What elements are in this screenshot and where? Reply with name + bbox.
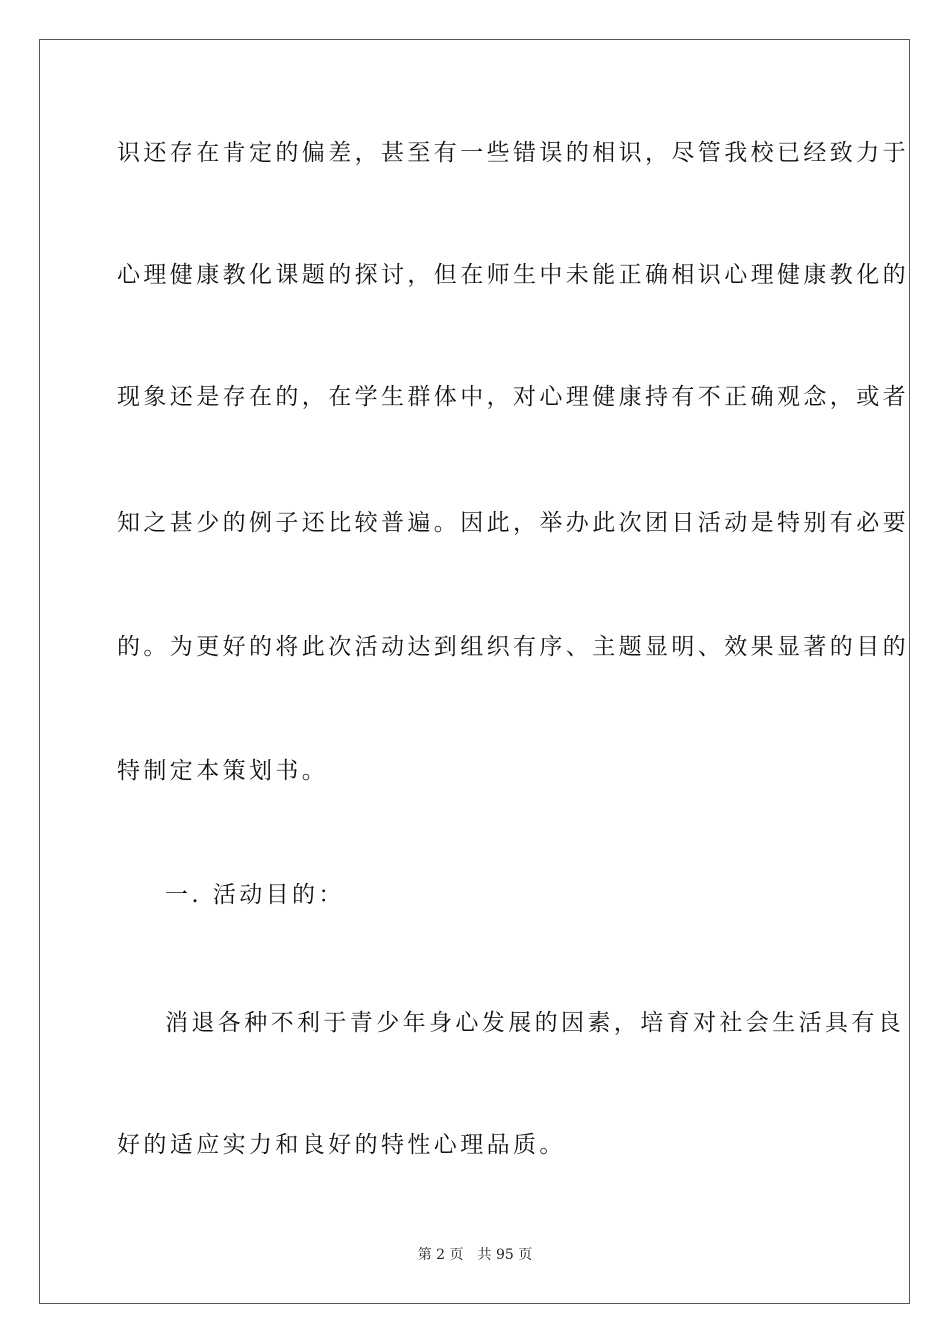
purpose-text-line: 消退各种不利于青少年身心发展的因素，培育对社会生活具有良 <box>165 1010 905 1036</box>
page-border <box>39 39 910 1304</box>
total-pages: 共 95 页 <box>477 1247 533 1263</box>
page-footer <box>0 1246 950 1264</box>
body-text-line: 的。为更好的将此次活动达到组织有序、主题显明、效果显著的目的 <box>117 634 909 660</box>
purpose-text-line: 好的适应实力和良好的特性心理品质。 <box>117 1132 566 1158</box>
section-heading: 一. 活动目的： <box>165 882 345 908</box>
body-text-line: 识还存在肯定的偏差，甚至有一些错误的相识，尽管我校已经致力于 <box>117 140 909 166</box>
body-text-line: 知之甚少的例子还比较普遍。因此，举办此次团日活动是特别有必要 <box>117 510 909 536</box>
body-text-line: 现象还是存在的，在学生群体中，对心理健康持有不正确观念，或者 <box>117 384 909 410</box>
body-text-line: 心理健康教化课题的探讨，但在师生中未能正确相识心理健康教化的 <box>117 262 909 288</box>
page-number: 第 2 页 <box>417 1247 464 1263</box>
body-text-line: 特制定本策划书。 <box>117 758 329 784</box>
